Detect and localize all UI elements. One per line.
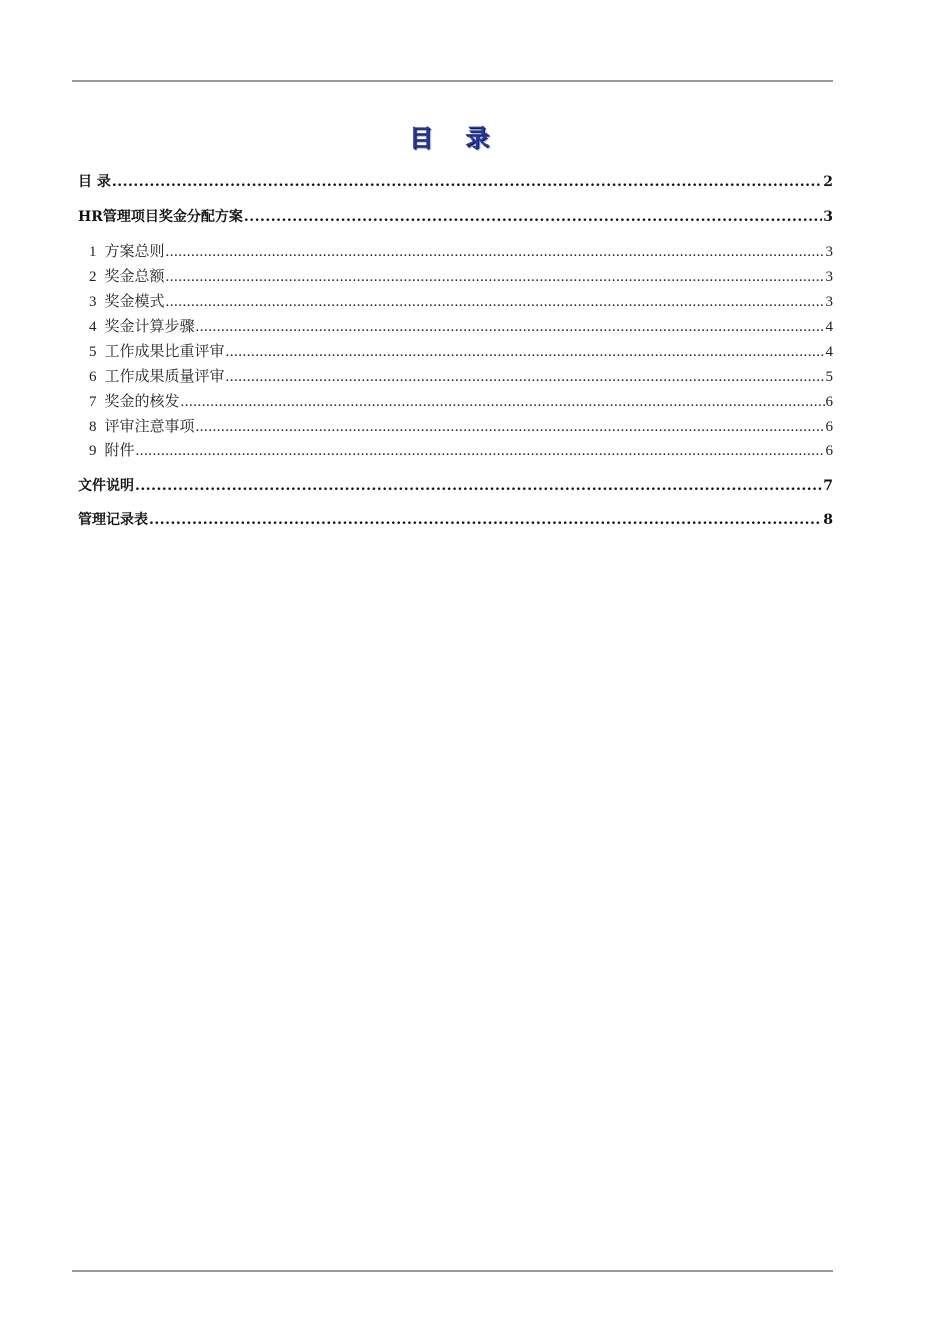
toc-leader-dots xyxy=(196,417,825,437)
toc-entry-contents[interactable] xyxy=(78,172,833,192)
toc-entry-number: 6 xyxy=(89,369,97,385)
toc-entry-label: 管理记录表 xyxy=(78,512,148,528)
toc-subentry-7[interactable] xyxy=(78,392,833,412)
toc-entry-number: 9 xyxy=(89,443,97,459)
toc-leader-dots xyxy=(244,207,822,227)
toc-entry-label: 工作成果比重评审 xyxy=(104,344,225,360)
toc-leader-dots xyxy=(149,510,822,530)
toc-entry-page: 8 xyxy=(823,512,833,528)
toc-entry-label: 目 录 xyxy=(78,174,111,190)
toc-leader-dots xyxy=(135,476,822,496)
toc-leader-dots xyxy=(112,172,822,192)
toc-entry-number: 7 xyxy=(89,394,97,410)
toc-leader-dots xyxy=(166,242,825,262)
footer-rule xyxy=(72,1270,833,1272)
toc-subentry-4[interactable] xyxy=(78,317,833,337)
toc-subentry-9[interactable] xyxy=(78,441,833,461)
toc-subentry-3[interactable] xyxy=(78,292,833,312)
toc-entry-records-table[interactable] xyxy=(78,510,833,530)
toc-entry-label: 奖金计算步骤 xyxy=(104,319,195,335)
toc-entry-number: 3 xyxy=(89,294,97,310)
toc-entry-page: 3 xyxy=(825,269,833,285)
toc-entry-page: 6 xyxy=(825,419,833,435)
toc-entry-page: 3 xyxy=(823,209,833,225)
toc-leader-dots xyxy=(226,342,825,362)
toc-title: 目 录 xyxy=(408,124,502,152)
toc-leader-dots xyxy=(166,292,825,312)
toc-entry-page: 2 xyxy=(823,174,833,190)
toc-entry-page: 6 xyxy=(825,443,833,459)
header-rule xyxy=(72,80,833,82)
toc-entry-label: 奖金模式 xyxy=(104,294,165,310)
toc-subentry-1[interactable] xyxy=(78,242,833,262)
toc-leader-dots xyxy=(136,441,825,461)
toc-entry-page: 3 xyxy=(825,294,833,310)
toc-entry-page: 4 xyxy=(825,344,833,360)
toc-entry-label: 方案总则 xyxy=(104,244,165,260)
toc-entry-label: 工作成果质量评审 xyxy=(104,369,225,385)
toc-entry-label: 评审注意事项 xyxy=(104,419,195,435)
toc-entry-page: 7 xyxy=(823,478,833,494)
toc-subentry-6[interactable] xyxy=(78,367,833,387)
toc-entry-number: 8 xyxy=(89,419,97,435)
toc-entry-page: 5 xyxy=(825,369,833,385)
toc-entry-label: 奖金的核发 xyxy=(104,394,180,410)
toc-entry-label: 奖金总额 xyxy=(104,269,165,285)
toc-entry-label: 文件说明 xyxy=(78,478,134,494)
toc-leader-dots xyxy=(196,317,825,337)
toc-entry-number: 1 xyxy=(89,244,97,260)
toc-entry-label: HR管理项目奖金分配方案 xyxy=(78,209,243,225)
toc-entry-page: 4 xyxy=(825,319,833,335)
toc-entry-number: 2 xyxy=(89,269,97,285)
toc-entry-label: 附件 xyxy=(104,443,135,459)
toc-leader-dots xyxy=(226,367,825,387)
toc-leader-dots xyxy=(166,267,825,287)
toc-entry-number: 5 xyxy=(89,344,97,360)
toc-entry-bonus-plan[interactable] xyxy=(78,207,833,227)
toc-subentry-2[interactable] xyxy=(78,267,833,287)
toc-subentry-5[interactable] xyxy=(78,342,833,362)
toc-entry-page: 6 xyxy=(825,394,833,410)
toc-entry-file-notes[interactable] xyxy=(78,476,833,496)
toc-entry-number: 4 xyxy=(89,319,97,335)
toc-leader-dots xyxy=(181,392,825,412)
toc-entry-page: 3 xyxy=(825,244,833,260)
toc-subentry-8[interactable] xyxy=(78,417,833,437)
